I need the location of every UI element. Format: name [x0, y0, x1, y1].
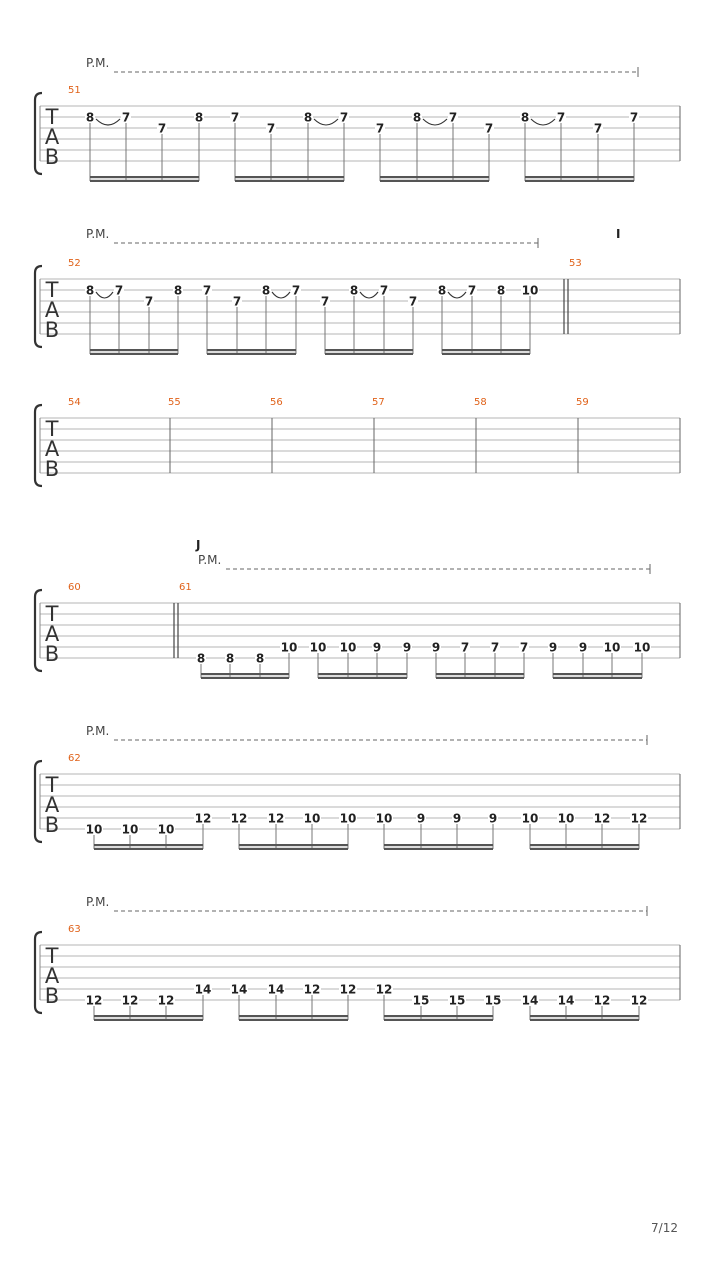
slur-arc	[314, 119, 338, 125]
fret-number: 10	[521, 283, 539, 298]
tab-clef-letter: T	[45, 602, 59, 626]
beam	[530, 844, 639, 846]
tab-clef-letter: B	[44, 984, 60, 1008]
fret-number: 9	[372, 640, 382, 655]
fret-number: 9	[452, 811, 462, 826]
fret-number: 8	[173, 283, 183, 298]
beam	[235, 180, 344, 182]
fret-number: 10	[85, 822, 103, 837]
beam	[530, 848, 639, 850]
beam	[380, 176, 489, 178]
tab-clef-letter: B	[44, 457, 60, 481]
fret-number: 7	[556, 110, 566, 125]
fret-number: 7	[490, 640, 500, 655]
section-marker: I	[616, 227, 621, 241]
fret-number: 7	[232, 294, 242, 309]
beam	[553, 677, 642, 679]
beam	[207, 353, 296, 355]
fret-number: 12	[303, 982, 321, 997]
fret-number: 10	[633, 640, 651, 655]
fret-number: 15	[484, 993, 502, 1008]
fret-number: 7	[114, 283, 124, 298]
beam	[318, 677, 407, 679]
section-marker: J	[196, 538, 201, 552]
fret-number: 7	[467, 283, 477, 298]
fret-number: 7	[375, 121, 385, 136]
palm-mute-label: P.M.	[86, 56, 110, 70]
slur-arc	[96, 119, 120, 125]
fret-number: 12	[630, 993, 648, 1008]
beam	[94, 1019, 203, 1021]
page-number: 7/12	[651, 1221, 678, 1235]
beam	[239, 1019, 348, 1021]
fret-number: 8	[85, 283, 95, 298]
fret-number: 12	[630, 811, 648, 826]
fret-number: 10	[521, 811, 539, 826]
fret-number: 12	[267, 811, 285, 826]
system-bracket	[35, 405, 42, 486]
fret-number: 10	[303, 811, 321, 826]
measure-number: 54	[68, 397, 81, 408]
fret-number: 8	[303, 110, 313, 125]
system-bracket	[35, 590, 42, 671]
tab-clef-letter: A	[44, 793, 60, 817]
beam	[235, 176, 344, 178]
system-bracket	[35, 932, 42, 1013]
tab-clef-letter: B	[44, 642, 60, 666]
fret-number: 7	[266, 121, 276, 136]
tab-clef-letter: A	[44, 298, 60, 322]
fret-number: 14	[194, 982, 212, 997]
beam	[90, 353, 178, 355]
fret-number: 9	[431, 640, 441, 655]
slur-arc	[448, 292, 466, 298]
tab-clef-letter: T	[45, 944, 59, 968]
fret-number: 8	[255, 651, 265, 666]
fret-number: 7	[484, 121, 494, 136]
beam	[442, 353, 530, 355]
fret-number: 10	[339, 811, 357, 826]
fret-number: 10	[375, 811, 393, 826]
measure-number: 58	[474, 397, 487, 408]
fret-number: 14	[557, 993, 575, 1008]
fret-number: 15	[448, 993, 466, 1008]
beam	[525, 176, 634, 178]
fret-number: 8	[194, 110, 204, 125]
measure-number: 59	[576, 397, 589, 408]
fret-number: 12	[85, 993, 103, 1008]
palm-mute-label: P.M.	[86, 895, 110, 909]
tab-clef-letter: A	[44, 125, 60, 149]
beam	[380, 180, 489, 182]
fret-number: 10	[339, 640, 357, 655]
beam	[94, 848, 203, 850]
beam	[318, 673, 407, 675]
slur-arc	[360, 292, 378, 298]
fret-number: 15	[412, 993, 430, 1008]
beam	[384, 1019, 493, 1021]
fret-number: 9	[416, 811, 426, 826]
fret-number: 9	[488, 811, 498, 826]
fret-number: 7	[460, 640, 470, 655]
tab-clef-letter: T	[45, 278, 59, 302]
fret-number: 7	[448, 110, 458, 125]
fret-number: 7	[379, 283, 389, 298]
fret-number: 8	[520, 110, 530, 125]
fret-number: 14	[521, 993, 539, 1008]
beam	[90, 349, 178, 351]
slur-arc	[531, 119, 555, 125]
measure-number: 61	[179, 582, 192, 593]
measure-number: 52	[68, 258, 81, 269]
tab-clef-letter: B	[44, 318, 60, 342]
tab-clef-letter: B	[44, 813, 60, 837]
measure-number: 55	[168, 397, 181, 408]
fret-number: 7	[519, 640, 529, 655]
measure-number: 63	[68, 924, 81, 935]
fret-number: 7	[202, 283, 212, 298]
fret-number: 12	[194, 811, 212, 826]
measure-number: 60	[68, 582, 81, 593]
fret-number: 14	[230, 982, 248, 997]
tab-clef-letter: A	[44, 437, 60, 461]
tab-clef-letter: T	[45, 773, 59, 797]
beam	[436, 677, 524, 679]
fret-number: 12	[593, 811, 611, 826]
fret-number: 9	[578, 640, 588, 655]
fret-number: 7	[593, 121, 603, 136]
beam	[239, 848, 348, 850]
fret-number: 14	[267, 982, 285, 997]
beam	[384, 1015, 493, 1017]
palm-mute-label: P.M.	[198, 553, 222, 567]
measure-number: 57	[372, 397, 385, 408]
tab-clef-letter: A	[44, 622, 60, 646]
palm-mute-label: P.M.	[86, 724, 110, 738]
fret-number: 10	[557, 811, 575, 826]
beam	[201, 673, 289, 675]
beam	[207, 349, 296, 351]
fret-number: 7	[320, 294, 330, 309]
measure-number: 62	[68, 753, 81, 764]
fret-number: 7	[121, 110, 131, 125]
slur-arc	[272, 292, 290, 298]
beam	[325, 353, 413, 355]
beam	[90, 176, 199, 178]
measure-number: 53	[569, 258, 582, 269]
tab-clef-letter: A	[44, 964, 60, 988]
fret-number: 10	[309, 640, 327, 655]
fret-number: 10	[157, 822, 175, 837]
fret-number: 8	[437, 283, 447, 298]
beam	[436, 673, 524, 675]
fret-number: 7	[408, 294, 418, 309]
fret-number: 7	[144, 294, 154, 309]
fret-number: 10	[121, 822, 139, 837]
tab-clef-letter: T	[45, 417, 59, 441]
fret-number: 8	[496, 283, 506, 298]
fret-number: 12	[375, 982, 393, 997]
fret-number: 10	[280, 640, 298, 655]
fret-number: 12	[593, 993, 611, 1008]
beam	[530, 1015, 639, 1017]
measure-number: 56	[270, 397, 283, 408]
fret-number: 8	[225, 651, 235, 666]
beam	[384, 844, 493, 846]
beam	[239, 1015, 348, 1017]
palm-mute-label: P.M.	[86, 227, 110, 241]
beam	[94, 844, 203, 846]
fret-number: 8	[349, 283, 359, 298]
fret-number: 12	[157, 993, 175, 1008]
measure-number: 51	[68, 85, 81, 96]
tab-clef-letter: B	[44, 145, 60, 169]
fret-number: 8	[261, 283, 271, 298]
beam	[384, 848, 493, 850]
fret-number: 7	[339, 110, 349, 125]
beam	[525, 180, 634, 182]
fret-number: 12	[121, 993, 139, 1008]
beam	[325, 349, 413, 351]
fret-number: 9	[402, 640, 412, 655]
beam	[239, 844, 348, 846]
fret-number: 8	[412, 110, 422, 125]
system-bracket	[35, 266, 42, 347]
beam	[90, 180, 199, 182]
fret-number: 7	[629, 110, 639, 125]
system-bracket	[35, 93, 42, 174]
fret-number: 7	[157, 121, 167, 136]
beam	[94, 1015, 203, 1017]
slur-arc	[423, 119, 447, 125]
fret-number: 12	[339, 982, 357, 997]
fret-number: 12	[230, 811, 248, 826]
beam	[530, 1019, 639, 1021]
fret-number: 7	[230, 110, 240, 125]
fret-number: 8	[85, 110, 95, 125]
fret-number: 9	[548, 640, 558, 655]
tab-clef-letter: T	[45, 105, 59, 129]
fret-number: 7	[291, 283, 301, 298]
beam	[553, 673, 642, 675]
system-bracket	[35, 761, 42, 842]
fret-number: 8	[196, 651, 206, 666]
slur-arc	[96, 292, 113, 298]
beam	[201, 677, 289, 679]
fret-number: 10	[603, 640, 621, 655]
beam	[442, 349, 530, 351]
